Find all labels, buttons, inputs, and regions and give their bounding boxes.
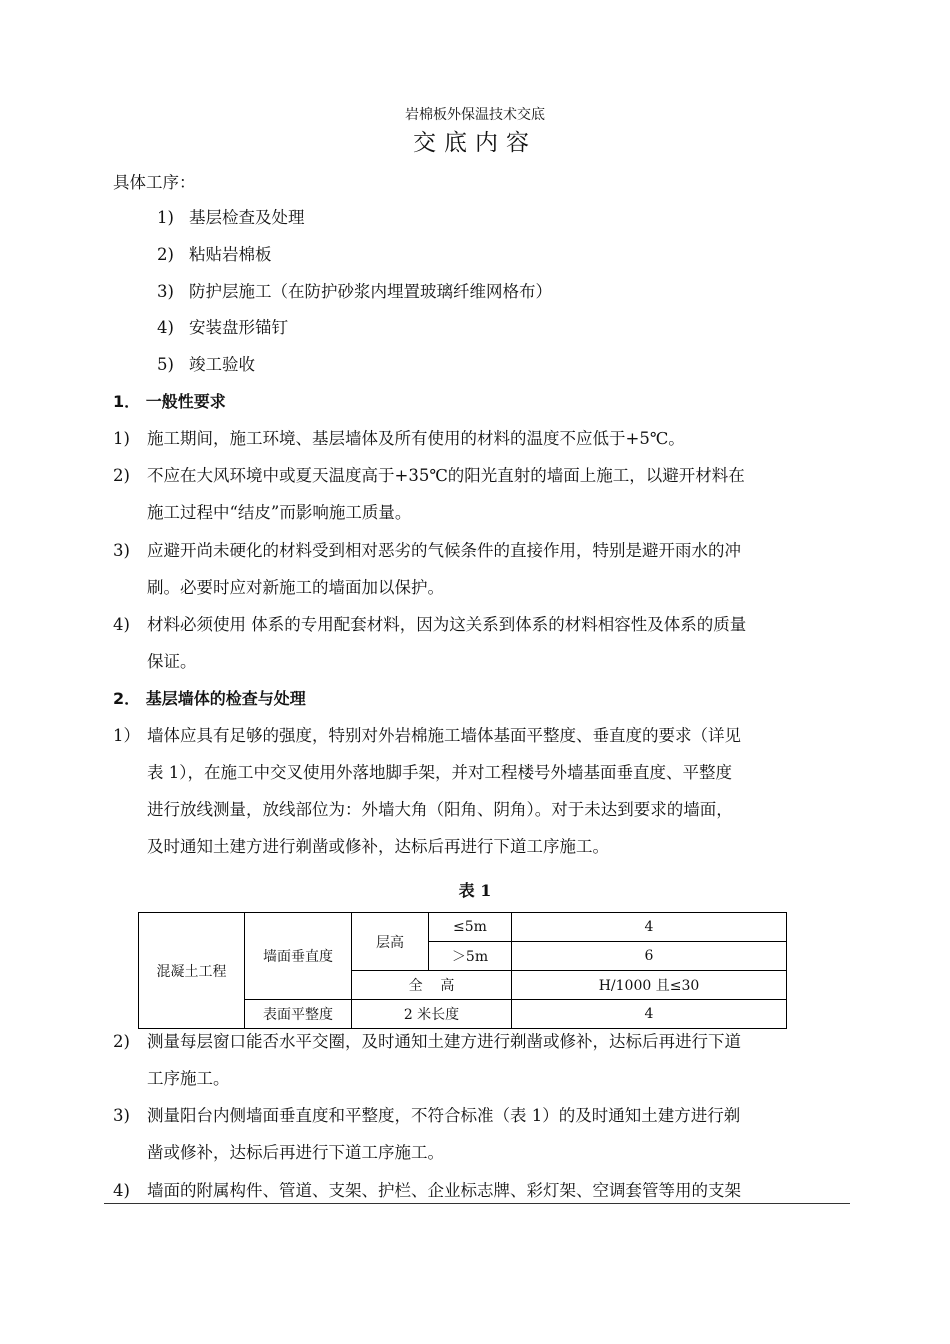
table-cell: ＞5m	[429, 942, 512, 971]
table-cell: 表面平整度	[245, 1000, 352, 1029]
paragraph: 不应在大风环境中或夏天温度高于+35℃的阳光直射的墙面上施工，以避开材料在 施工过程中“结皮”而影响施工质量。	[147, 466, 745, 522]
table-cell: 2 米长度	[352, 1000, 512, 1029]
step-item: 3) 防护层施工（在防护砂浆内埋置玻璃纤维网格布）	[157, 282, 552, 301]
document-subtitle: 岩棉板外保温技术交底	[405, 107, 545, 123]
document-title: 交底内容	[413, 130, 537, 156]
paragraph: 墙体应具有足够的强度，特别对外岩棉施工墙体基面平整度、垂直度的要求（详见 表 1），在施工中交叉使用外落地脚手架，并对工程楼号外墙基面垂直度、平整度 进行放线测量，放线部位为：外墙大角（阳角、阴角）。对于未达到要求的墙面， 及时通知土建方进行剃凿或修补，达标后再进行下道工序施工。	[147, 726, 741, 856]
table-cell: 4	[512, 1000, 787, 1029]
paragraph: 测量阳台内侧墙面垂直度和平整度，不符合标准（表 1）的及时通知土建方进行剃 凿或修补，达标后再进行下道工序施工。	[147, 1106, 741, 1162]
item-number: 2)	[113, 1032, 130, 1051]
paragraph: 墙面的附属构件、管道、支架、护栏、企业标志牌、彩灯架、空调套管等用的支架	[147, 1181, 741, 1200]
step-item: 4) 安装盘形锚钉	[157, 318, 288, 337]
tolerance-table	[138, 912, 787, 1029]
step-item: 1) 基层检查及处理	[157, 208, 305, 227]
paragraph: 测量每层窗口能否水平交圈，及时通知土建方进行剃凿或修补，达标后再进行下道 工序施工。	[147, 1032, 741, 1088]
item-number: 3)	[113, 1106, 130, 1125]
paragraph: 材料必须使用 体系的专用配套材料，因为这关系到体系的材料相容性及体系的质量 保证。	[147, 615, 747, 671]
section-heading: 1． 一般性要求	[113, 392, 226, 411]
table-cell: 层高	[352, 913, 429, 971]
table-cell: ≤5m	[429, 913, 512, 942]
table-cell: 墙面垂直度	[245, 913, 352, 1000]
step-item: 2) 粘贴岩棉板	[157, 245, 272, 264]
page-bottom-rule	[104, 1203, 850, 1204]
table-cell: 6	[512, 942, 787, 971]
table-caption: 表 1	[458, 881, 492, 900]
table-cell: 全 高	[352, 971, 512, 1000]
item-number: 4)	[113, 615, 130, 634]
table-cell: 4	[512, 913, 787, 942]
section-heading: 2． 基层墙体的检查与处理	[113, 689, 306, 708]
item-number: 2)	[113, 466, 130, 485]
item-number: 4)	[113, 1181, 130, 1200]
item-number: 1）	[113, 726, 140, 745]
step-item: 5) 竣工验收	[157, 355, 255, 374]
table-cell: 混凝土工程	[139, 913, 245, 1029]
procedure-label: 具体工序：	[113, 173, 196, 192]
paragraph: 施工期间，施工环境、基层墙体及所有使用的材料的温度不应低于+5℃。	[147, 429, 685, 448]
table-cell: H/1000 且≤30	[512, 971, 787, 1000]
paragraph: 应避开尚未硬化的材料受到相对恶劣的气候条件的直接作用，特别是避开雨水的冲 刷。必要时应对新施工的墙面加以保护。	[147, 541, 741, 597]
item-number: 3)	[113, 541, 130, 560]
item-number: 1)	[113, 429, 130, 448]
